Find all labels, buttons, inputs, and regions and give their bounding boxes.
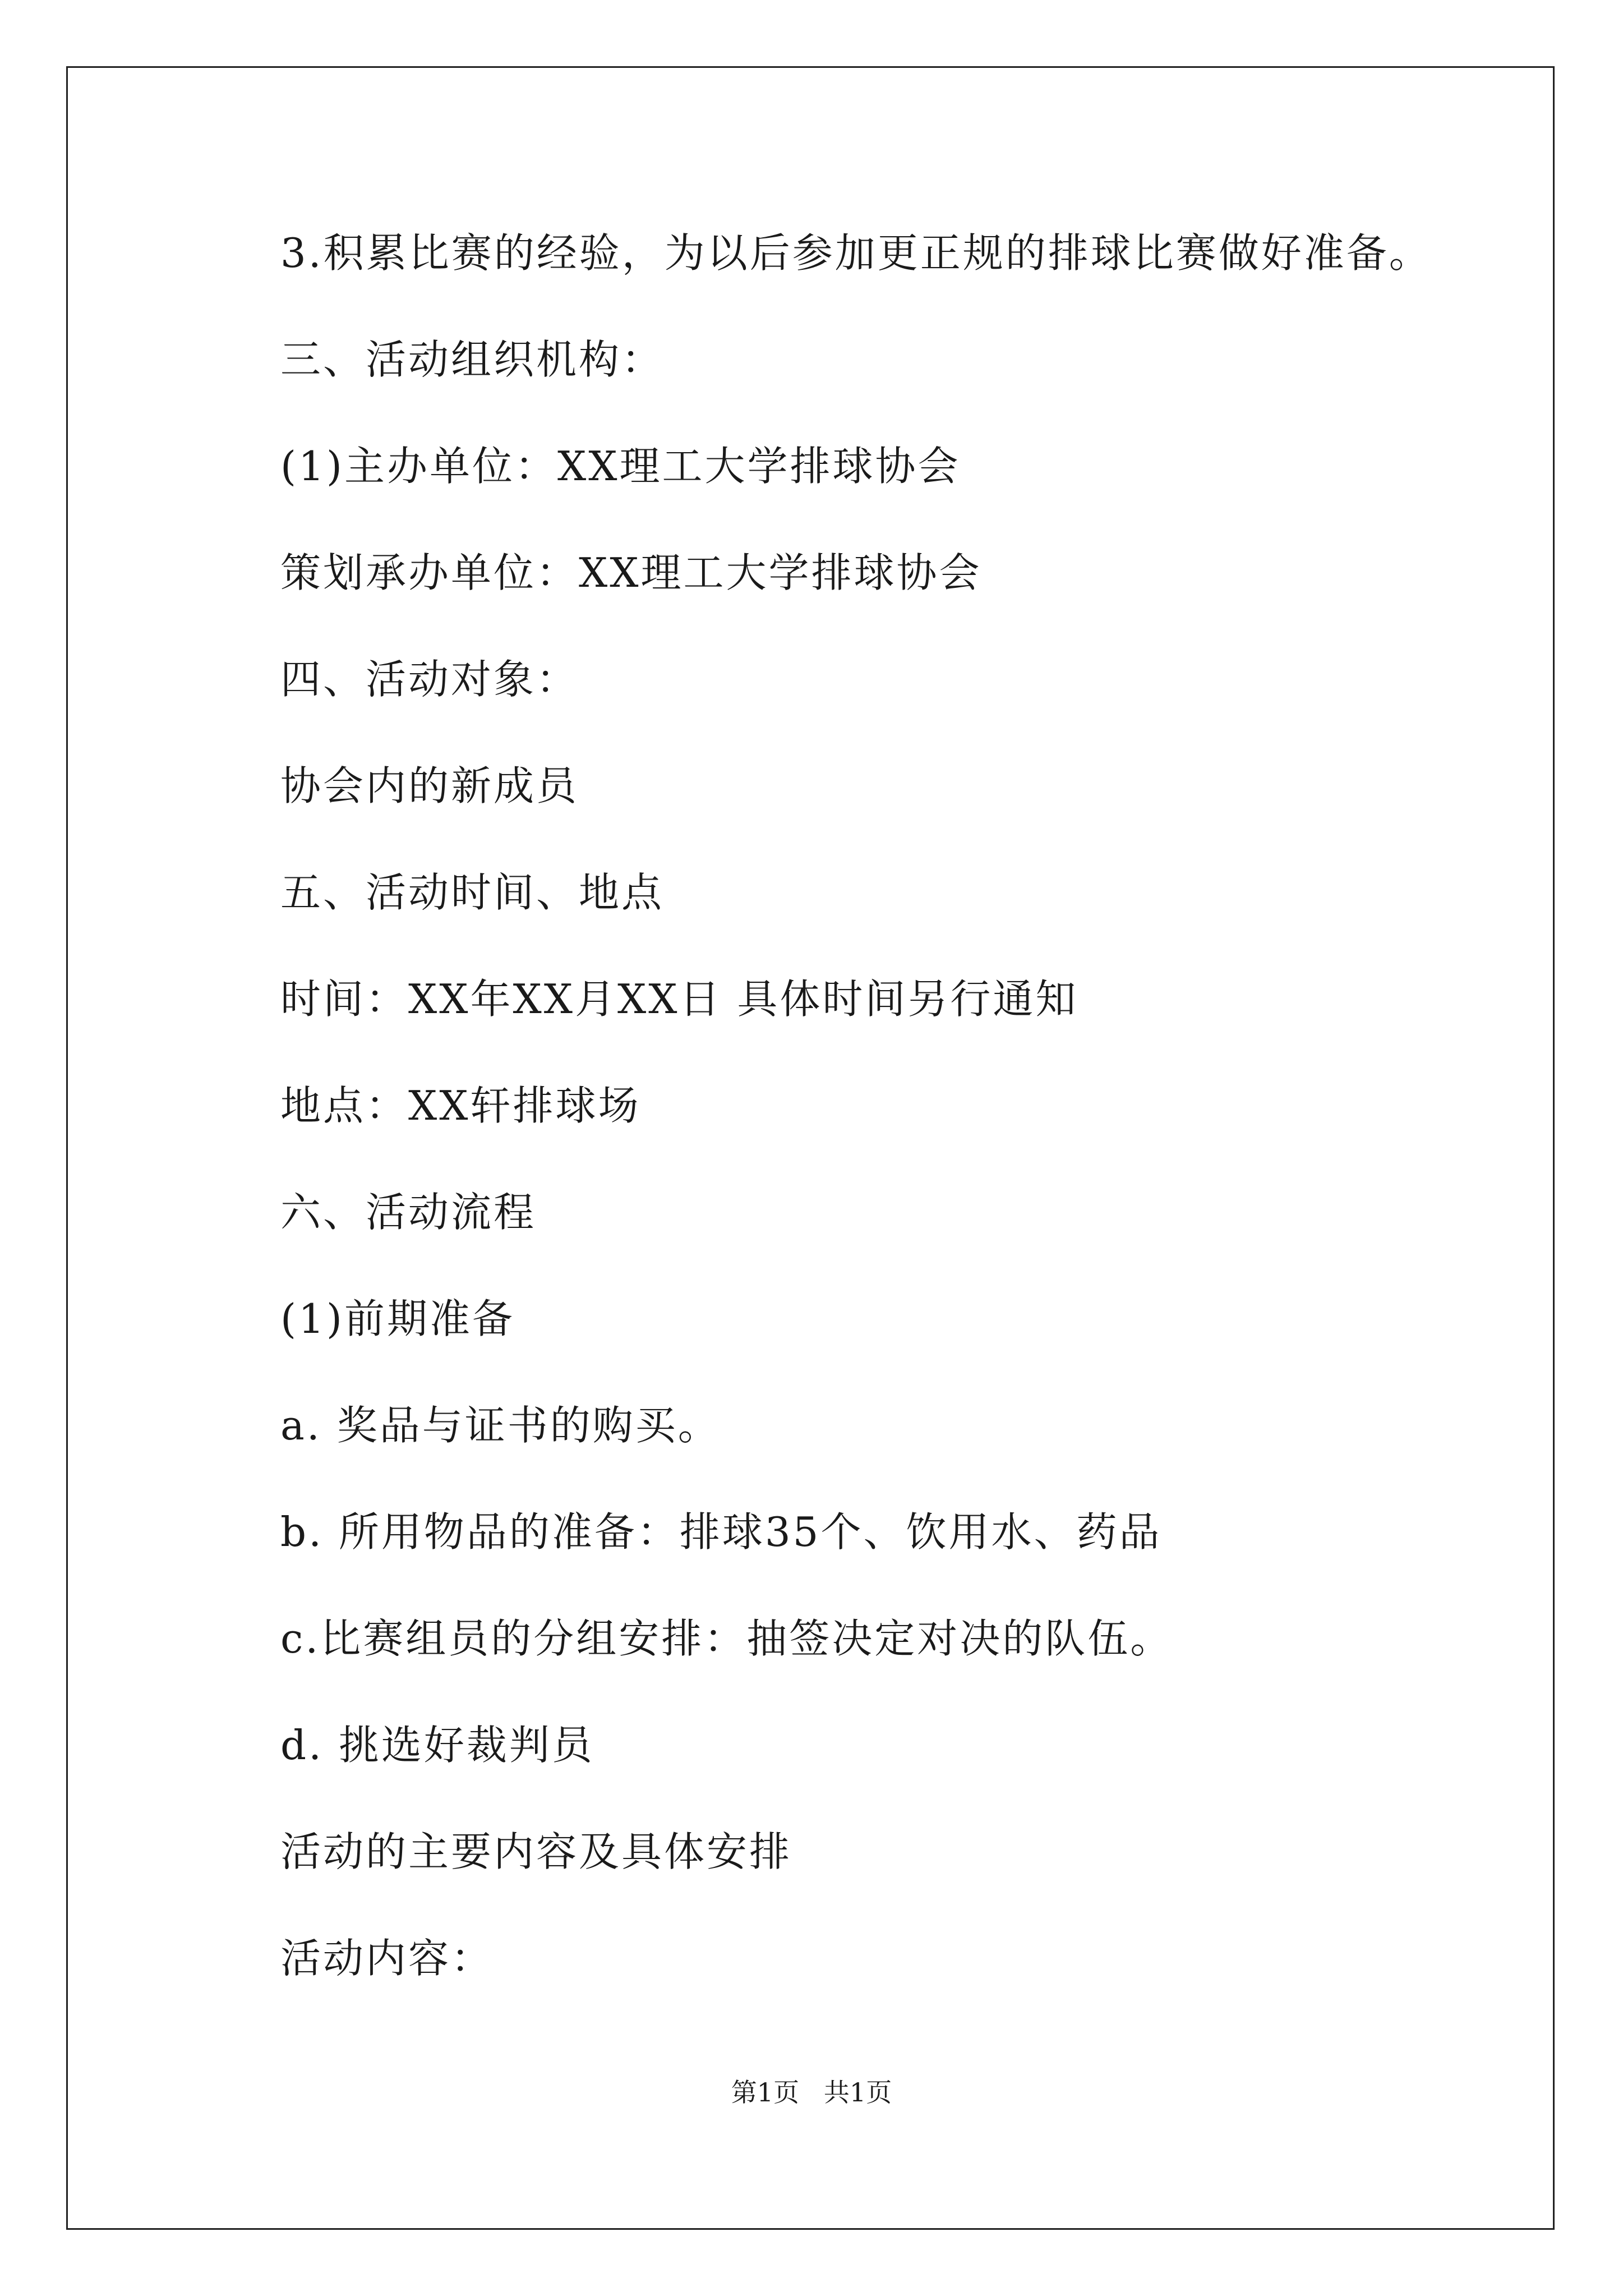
paragraph-participants: 协会内的新成员 — [280, 762, 579, 809]
paragraph-location: 地点：XX轩排球场 — [280, 1082, 641, 1129]
document-body — [280, 222, 1458, 2033]
heading-organization: 三、活动组织机构： — [280, 336, 665, 383]
paragraph-goal-3: 3.积累比赛的经验，为以后参加更正规的排球比赛做好准备。 — [280, 229, 1432, 277]
heading-participants: 四、活动对象： — [280, 656, 579, 703]
list-item-d: d. 挑选好裁判员 — [280, 1722, 594, 1769]
paragraph-host: (1)主办单位：XX理工大学排球协会 — [280, 443, 961, 490]
page-number-footer: 第1页 共1页 — [731, 2077, 892, 2108]
list-item-c: c.比赛组员的分组安排：抽签决定对决的队伍。 — [280, 1615, 1173, 1662]
heading-main-content: 活动的主要内容及具体安排 — [280, 1828, 792, 1875]
paragraph-time: 时间：XX年XX月XX日 具体时间另行通知 — [280, 976, 1078, 1023]
heading-process: 六、活动流程 — [280, 1189, 537, 1236]
heading-activity-content: 活动内容： — [280, 1935, 494, 1982]
list-item-b: b. 所用物品的准备：排球35个、饮用水、药品 — [280, 1508, 1162, 1556]
subheading-preparation: (1)前期准备 — [280, 1295, 515, 1342]
paragraph-organizer: 策划承办单位：XX理工大学排球协会 — [280, 549, 982, 596]
list-item-a: a. 奖品与证书的购买。 — [280, 1402, 721, 1449]
heading-time-location: 五、活动时间、地点 — [280, 869, 665, 916]
